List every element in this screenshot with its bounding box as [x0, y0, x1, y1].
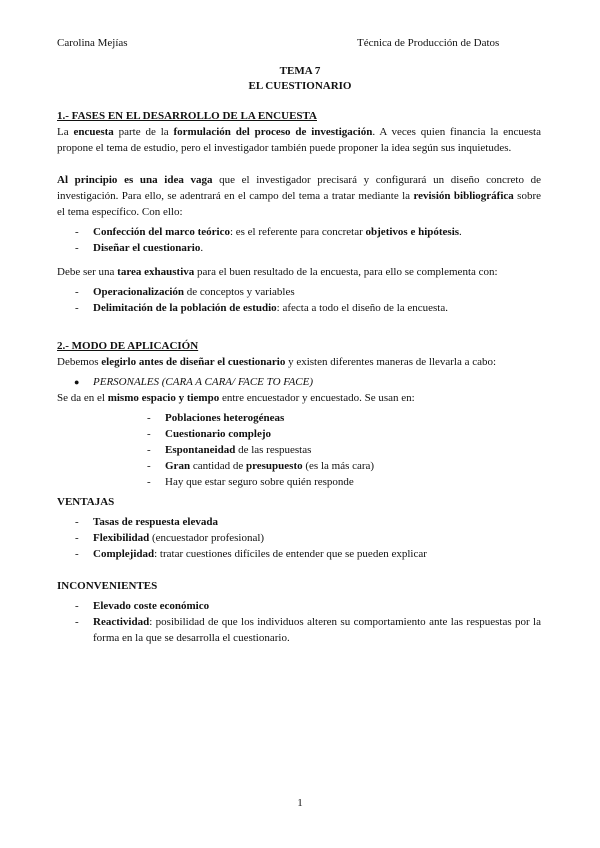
header-author: Carolina Mejías [57, 37, 128, 49]
document-title-number: TEMA 7 [279, 65, 321, 77]
paragraph-elegir: Debemos elegirlo antes de diseñar el cuestionario y existen diferentes maneras de llevarla a cabo: [57, 356, 497, 368]
list-complementa [57, 284, 541, 316]
subheading-ventajas: VENTAJAS [57, 496, 115, 508]
paragraph-encuesta: La encuesta parte de la formulación del proceso de investigación. A veces quien financia la encuesta propone el tema de estudio, pero el investigador también puede proponer la idea según sus inquietudes. [57, 126, 541, 154]
page-number: 1 [297, 797, 303, 809]
bullet-icon: ● [74, 377, 80, 387]
document-body [57, 108, 541, 646]
section-heading-modo: 2.- MODO DE APLICACIÓN [57, 340, 199, 352]
list-item: - Operacionalización de conceptos y variables [75, 286, 295, 298]
list-item: - Complejidad: tratar cuestiones difíciles de entender que se pueden explicar [75, 548, 427, 560]
header-subject: Técnica de Producción de Datos [357, 37, 500, 49]
list-item: - Tasas de respuesta elevada [75, 516, 218, 528]
list-ventajas [57, 514, 541, 562]
list-item: - Espontaneidad de las respuestas [147, 444, 312, 456]
list-item: - Gran cantidad de presupuesto (es la más cara) [147, 460, 375, 472]
list-item: - Diseñar el cuestionario. [75, 242, 204, 254]
list-inconvenientes [57, 598, 541, 646]
list-item: - Flexibilidad (encuestador profesional) [75, 532, 265, 544]
list-item: - Cuestionario complejo [147, 428, 272, 440]
list-con-ello [57, 224, 541, 256]
list-item: - Confección del marco teórico: es el referente para concretar objetivos e hipótesis. [75, 226, 462, 238]
section-heading-fases: 1.- FASES EN EL DESARROLLO DE LA ENCUESTA [57, 110, 317, 122]
list-item: - Poblaciones heterogéneas [147, 412, 285, 424]
bullet-personales: ● PERSONALES (CARA A CARA/ FACE TO FACE) [74, 376, 314, 388]
list-item: - Hay que estar seguro sobre quién responde [147, 476, 354, 488]
subheading-inconvenientes: INCONVENIENTES [57, 580, 158, 592]
list-item: - Reactividad: posibilidad de que los individuos alteren su comportamiento ante las respuestas por la forma en la que se desarrolla el cuestionario. [75, 616, 541, 644]
list-item: - Delimitación de la población de estudio: afecta a todo el diseño de la encuesta. [75, 302, 448, 314]
paragraph-tarea: Debe ser una tarea exhaustiva para el buen resultado de la encuesta, para ello se complementa con: [57, 266, 498, 278]
list-item: - Elevado coste económico [75, 600, 210, 612]
list-usos [57, 410, 541, 490]
paragraph-principio: Al principio es una idea vaga que el investigador precisará y configurará un diseño concreto de investigación. Para ello, se adentrará en el campo del tema a tratar mediante la revisión bibliográfica sobre el tema específico. Con ello: [57, 174, 542, 218]
document-title: EL CUESTIONARIO [248, 80, 352, 92]
paragraph-mismo-espacio: Se da en el mismo espacio y tiempo entre encuestador y encuestado. Se usan en: [57, 392, 415, 404]
